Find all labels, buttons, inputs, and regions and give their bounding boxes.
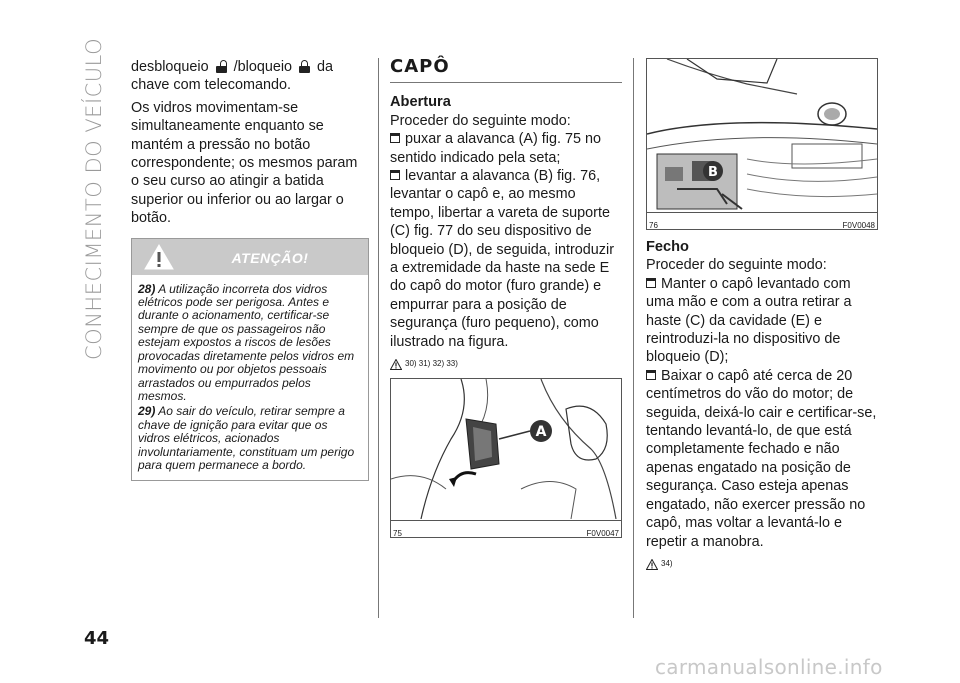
procedure-lead: Proceder do seguinte modo: xyxy=(390,112,571,129)
step-text: Baixar o capô até cerca de 20 centímetros do vão do motor; de seguida, deixá-lo cair e certificar-se, tentando levantá-lo, de que está completamente fechado e não apenas engatado na posição de segurança. Caso esteja apenas engatado, não exercer pressão no capô, mas voltar a levantá-lo e repetir a manobra. xyxy=(646,367,877,550)
column-divider xyxy=(378,58,379,618)
warning-number: 29) xyxy=(138,404,156,419)
bullet-icon xyxy=(390,133,400,143)
subtitle-opening: Abertura xyxy=(390,94,451,111)
step-text: Manter o capô levantado com uma mão e com a outra retirar a haste (C) da cavidade (E) e reintroduzi-la no dispositivo de bloqueio (D); xyxy=(646,275,852,366)
warning-text: Ao sair do veículo, retirar sempre a chave de ignição para evitar que os vidros elétricos, acionados involuntariamente, constituam um perigo para quem permanece a bordo. xyxy=(138,404,355,472)
warning-item xyxy=(138,283,362,404)
warning-text: A utilização incorreta dos vidros elétricos pode ser perigosa. Antes e durante o acionamento, certificar-se sempre de que os passageiros não estejam expostos a riscos de lesões provocadas diretamente pelos vidros em movimento ou por objetos pessoais arrastados ou empurrados pelos mesmos. xyxy=(138,281,355,403)
figure-caption xyxy=(391,523,621,537)
warning-header xyxy=(132,239,368,275)
procedure-step xyxy=(390,130,622,167)
warning-body xyxy=(132,275,368,481)
text-lock: /bloqueio xyxy=(233,59,293,75)
callout-label: B xyxy=(708,165,718,180)
figure-75 xyxy=(390,378,622,538)
unlock-icon xyxy=(216,60,227,73)
lock-paragraph xyxy=(131,58,369,95)
procedure-step xyxy=(390,167,622,351)
hood-release-illustration xyxy=(647,59,877,211)
warning-refs xyxy=(390,355,622,373)
subtitle-closing: Fecho xyxy=(646,239,689,255)
refs-text: 30) 31) 32) 33) xyxy=(405,359,458,369)
hood-lever-illustration xyxy=(391,379,621,519)
footer-watermark[interactable]: carmanualsonline.info xyxy=(655,655,883,679)
callout-label: A xyxy=(535,423,547,440)
warning-refs xyxy=(646,555,878,573)
section-title: CAPÔ xyxy=(390,58,622,83)
warning-item xyxy=(138,405,362,472)
column-left xyxy=(131,58,369,481)
column-middle xyxy=(390,58,622,538)
lock-icon xyxy=(299,60,310,73)
bullet-icon xyxy=(646,370,656,380)
step-text: puxar a alavanca (A) fig. 75 no sentido indicado pela seta; xyxy=(390,131,601,166)
page-number: 44 xyxy=(84,628,110,649)
side-section-title: CONHECIMENTO DO VEÍCULO xyxy=(82,37,106,360)
procedure-step xyxy=(646,367,878,551)
bullet-icon xyxy=(646,278,656,288)
text-key: da chave com telecomando. xyxy=(131,59,334,94)
figure-code: F0V0047 xyxy=(586,528,619,538)
figure-76 xyxy=(646,58,878,230)
figure-code: F0V0048 xyxy=(842,221,875,230)
text-unlock: desbloqueio xyxy=(131,59,209,75)
bullet-icon xyxy=(390,170,400,180)
warning-title: ATENÇÃO! xyxy=(231,249,309,266)
figure-caption xyxy=(647,215,877,229)
windows-paragraph: Os vidros movimentam-se simultaneamente enquanto se mantém a pressão no botão correspondente; os mesmos param o seu curso ao atingir a batida superior ou inferior ou ao largar o botão. xyxy=(131,99,358,227)
figure-number: 75 xyxy=(393,528,402,538)
warning-triangle-icon xyxy=(646,559,658,570)
warning-box xyxy=(131,238,369,482)
procedure-lead: Proceder do seguinte modo: xyxy=(646,257,827,274)
refs-text: 34) xyxy=(661,558,673,568)
warning-triangle-icon xyxy=(390,359,402,370)
column-right xyxy=(646,58,878,577)
warning-number: 28) xyxy=(138,281,156,296)
column-divider xyxy=(633,58,634,618)
procedure-step xyxy=(646,275,878,367)
step-text: levantar a alavanca (B) fig. 76, levantar o capô e, ao mesmo tempo, libertar a vareta de suporte (C) fig. 77 do seu dispositivo de bloqueio (D), de seguida, introduzir a extremidade da haste na sede E do capô do motor (furo grande) e empurrar para a posição de segurança (furo pequeno), como ilustrado na figura. xyxy=(390,168,614,350)
figure-number: 76 xyxy=(649,221,658,230)
